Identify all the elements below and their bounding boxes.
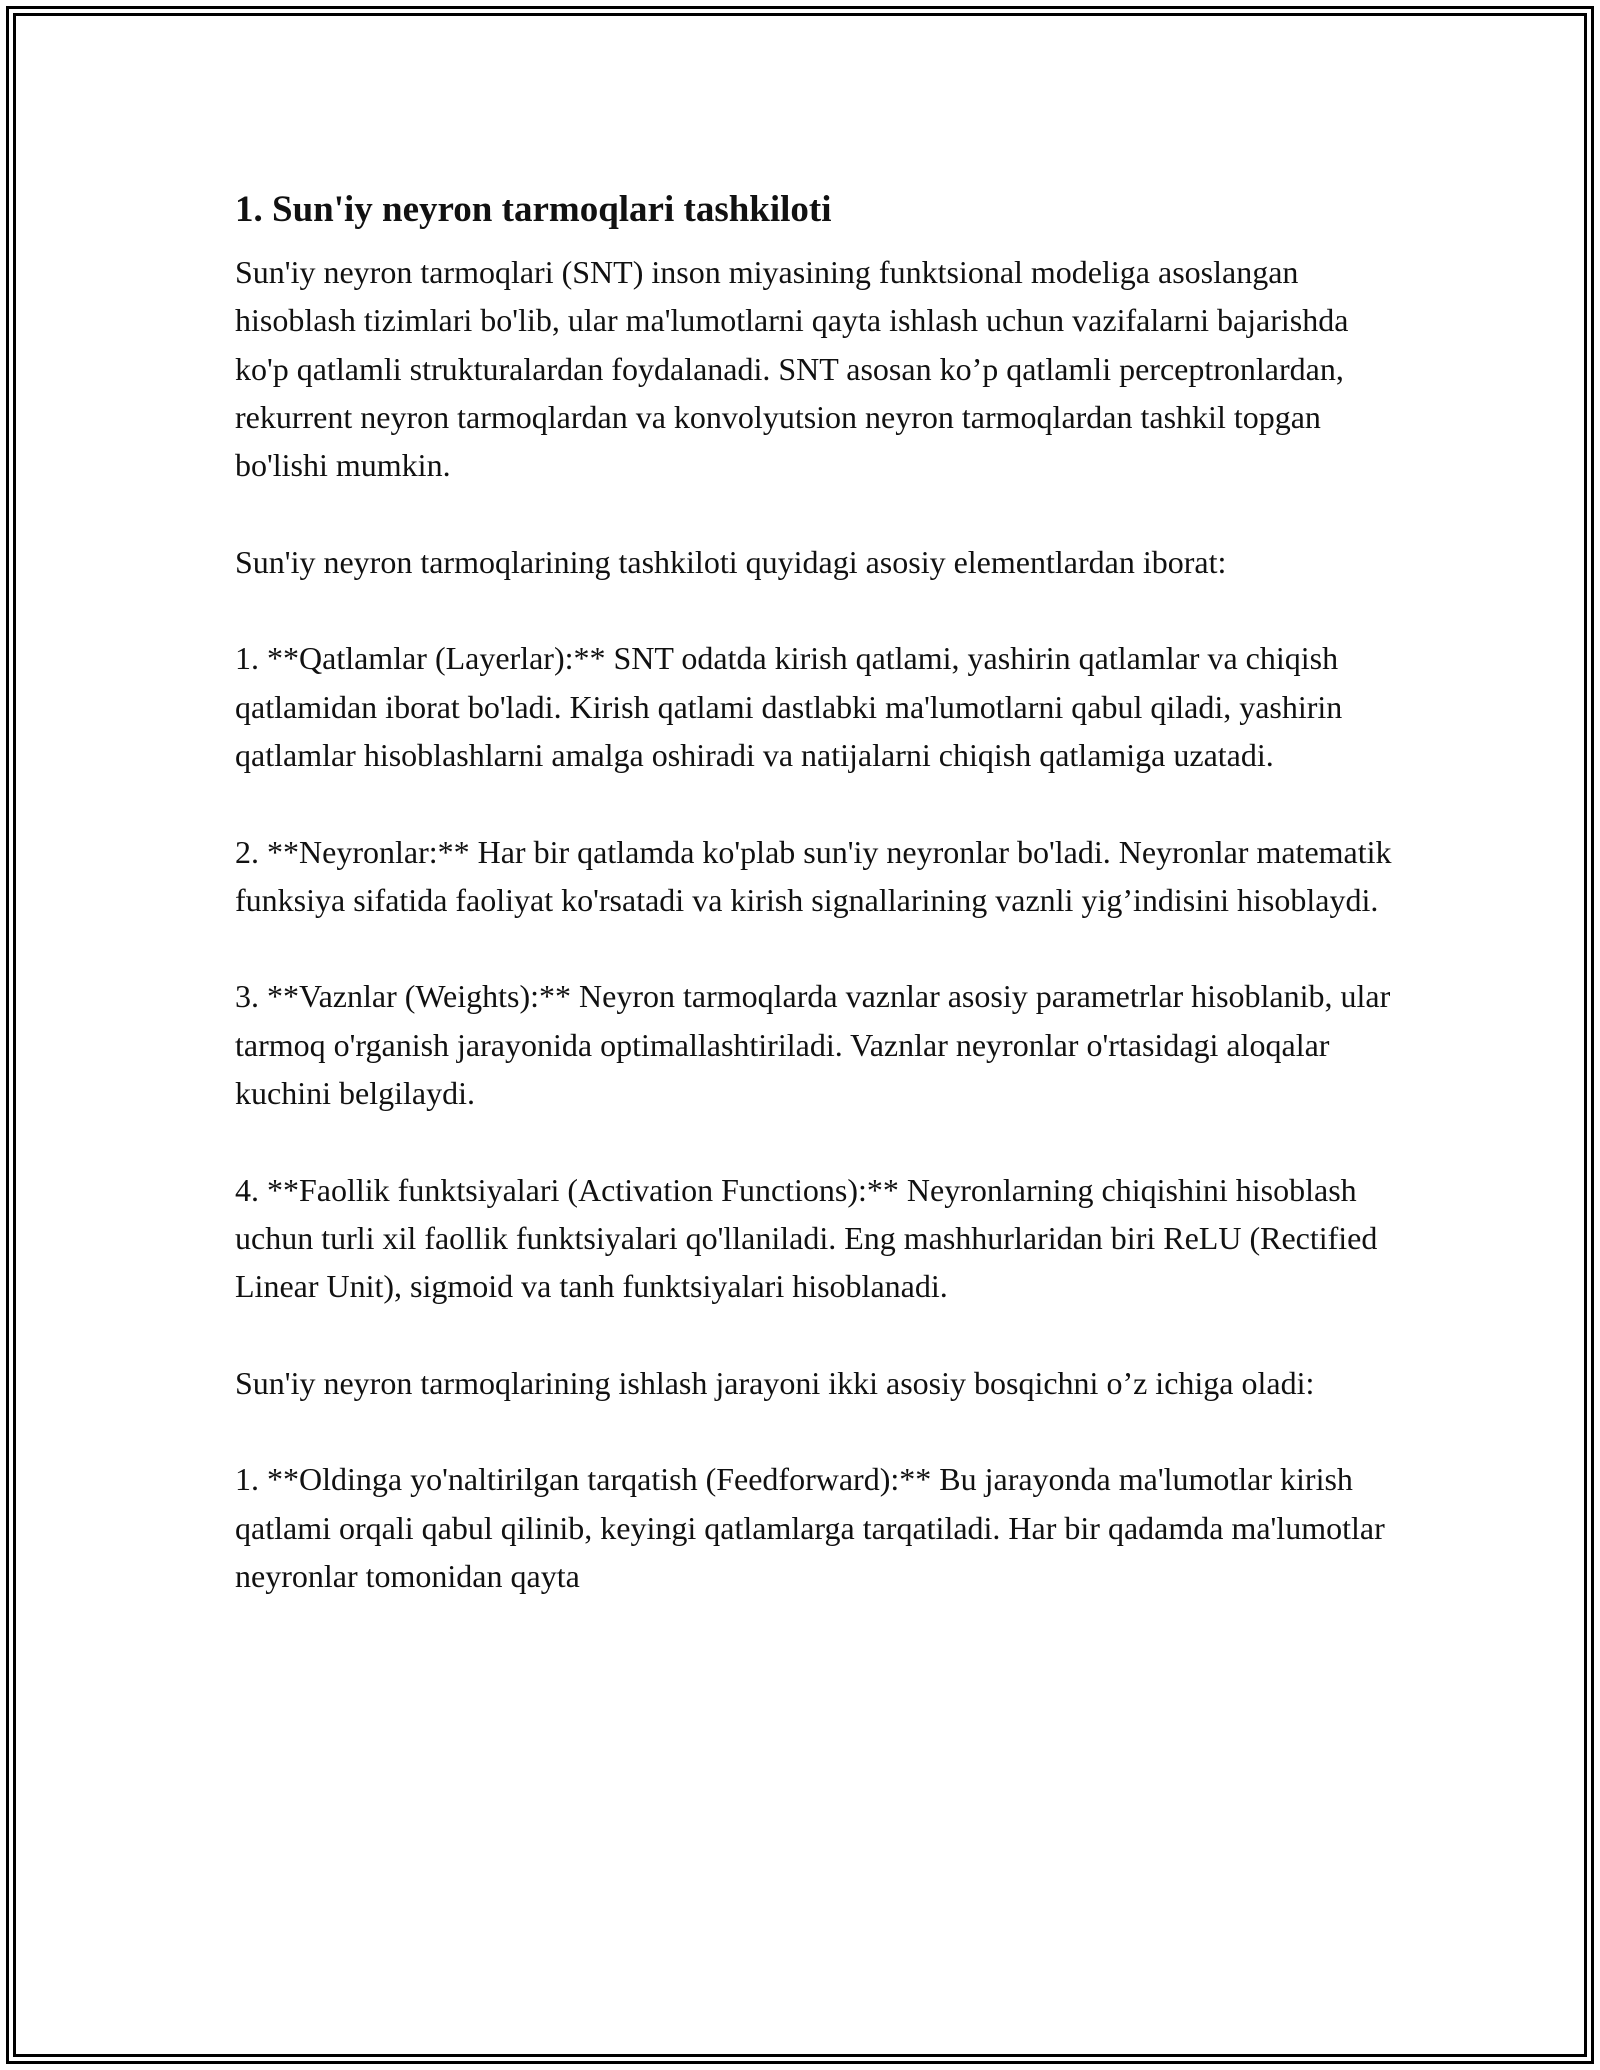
process-intro-paragraph: Sun'iy neyron tarmoqlarining ishlash jarayoni ikki asosiy bosqichni o’z ichiga oladi: [235, 1364, 1315, 1401]
list-item-feedforward: 1. **Oldinga yo'naltirilgan tarqatish (Feedforward):** Bu jarayonda ma'lumotlar kirish qatlami orqali qabul qilinib, keyingi qatlamlarga tarqatiladi. Har bir qadamda ma'lumotlar neyronlar tomonidan qayta [235, 1461, 1385, 1595]
list-item-neurons: 2. **Neyronlar:** Har bir qatlamda ko'plab sun'iy neyronlar bo'ladi. Neyronlar matematik funksiya sifatida faoliyat ko'rsatadi va kirish signallarining vaznli yig’indisini hisoblaydi. [235, 833, 1392, 918]
list-item-activation-functions: 4. **Faollik funktsiyalari (Activation Functions):** Neyronlarning chiqishini hisoblash uchun turli xil faollik funktsiyalari qo'llaniladi. Eng mashhurlaridan biri ReLU (Rectified Linear Unit), sigmoid va tanh funktsiyalari hisoblanadi. [235, 1171, 1378, 1305]
section-heading: 1. Sun'iy neyron tarmoqlari tashkiloti [235, 189, 832, 230]
elements-intro-paragraph: Sun'iy neyron tarmoqlarining tashkiloti quyidagi asosiy elementlardan iborat: [235, 543, 1227, 580]
list-item-weights: 3. **Vaznlar (Weights):** Neyron tarmoqlarda vaznlar asosiy parametrlar hisoblanib, ular tarmoq o'rganish jarayonida optimallashtiriladi. Vaznlar neyronlar o'rtasidagi aloqalar kuchini belgilaydi. [235, 978, 1391, 1112]
document-body [235, 186, 1395, 1649]
list-item-layers: 1. **Qatlamlar (Layerlar):** SNT odatda kirish qatlami, yashirin qatlamlar va chiqish qatlamidan iborat bo'ladi. Kirish qatlami dastlabki ma'lumotlarni qabul qiladi, yashirin qatlamlar hisoblashlarni amalga oshiradi va natijalarni chiqish qatlamiga uzatadi. [235, 640, 1343, 773]
intro-paragraph: Sun'iy neyron tarmoqlari (SNT) inson miyasining funktsional modeliga asoslangan hisoblash tizimlari bo'lib, ular ma'lumotlarni qayta ishlash uchun vazifalarni bajarishda ko'p qatlamli strukturalardan foydalanadi. SNT asosan ko’p qatlamli perceptronlardan, rekurrent neyron tarmoqlardan va konvolyutsion neyron tarmoqlardan tashkil topgan bo'lishi mumkin. [235, 254, 1349, 484]
